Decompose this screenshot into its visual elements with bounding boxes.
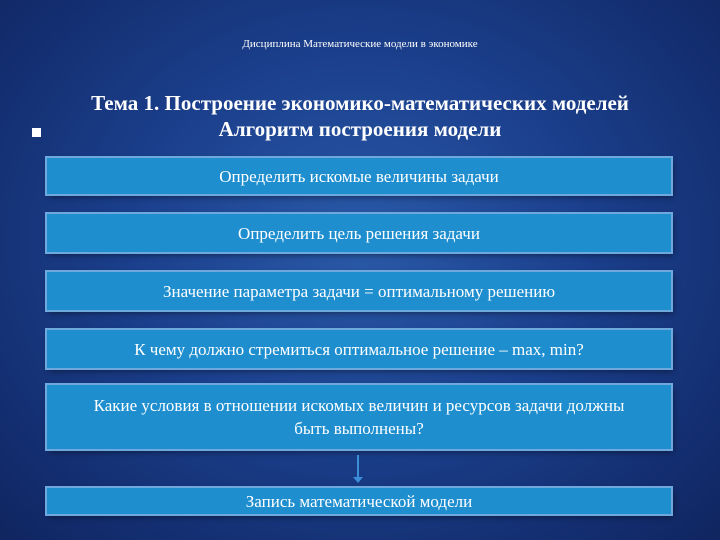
title-line-1: Тема 1. Построение экономико-математических моделей <box>91 91 629 115</box>
step-label-3: Значение параметра задачи = оптимальному решению <box>162 281 556 301</box>
step-box-1 <box>47 158 671 194</box>
step-label-6: Запись математической модели <box>245 491 473 511</box>
step-box-6 <box>47 488 671 514</box>
step-label-4: К чему должно стремиться оптимальное решение – max, min? <box>134 339 584 359</box>
step-label-5: Какие условия в отношении искомых величин и ресурсов задачи должны быть выполнены? <box>93 396 625 438</box>
step-box-5 <box>47 385 671 449</box>
step-label-1: Определить искомые величины задачи <box>219 166 499 186</box>
down-arrow-icon <box>357 455 359 481</box>
title-line-2: Алгоритм построения модели <box>218 117 502 141</box>
step-label-2: Определить цель решения задачи <box>238 223 480 243</box>
step-box-3 <box>47 272 671 310</box>
step-box-2 <box>47 214 671 252</box>
slide-header: Дисциплина Математические модели в экономике <box>242 38 478 50</box>
step-box-4 <box>47 330 671 368</box>
slide-title <box>40 90 680 142</box>
